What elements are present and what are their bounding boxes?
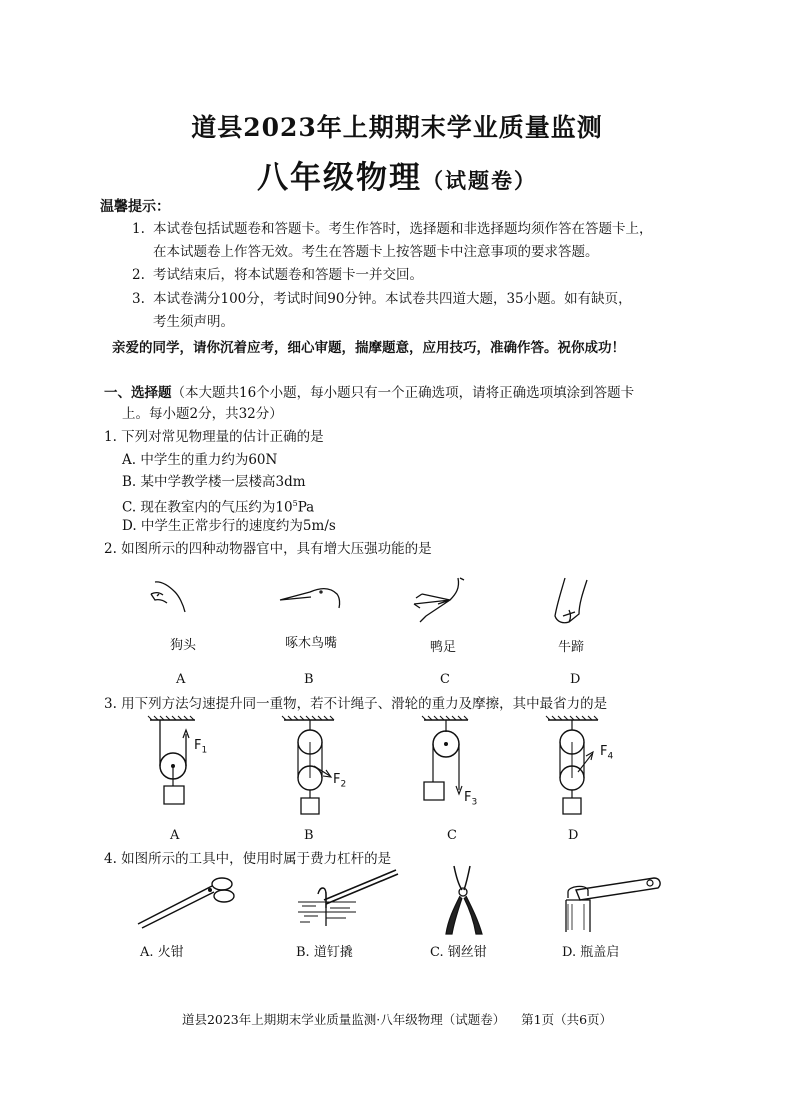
section-1-desc-1: （本大题共16个小题，每小题只有一个正确选项，请将正确选项填涂到答题卡 (171, 385, 635, 401)
notice-item-3-line-2: 考生须声明。 (153, 314, 234, 330)
notice-item-2-line-1: 考试结束后，将本试题卷和答题卡一并交回。 (153, 267, 423, 283)
encouragement-text: 亲爱的同学，请你沉着应考，细心审题，揣摩题意，应用技巧，准确作答。祝你成功！ (112, 340, 625, 356)
section-1-header (104, 382, 634, 404)
q2-caption-c: 鸭足 (430, 640, 457, 655)
fire-tongs-figure (134, 870, 244, 930)
wire-pliers-figure (440, 862, 492, 938)
section-1-desc-2: 上。每小题2分，共32分） (122, 406, 283, 422)
q1-option-c-unit: Pa (297, 499, 315, 516)
q3-letter-b: B (304, 828, 314, 843)
q3-letter-c: C (447, 828, 457, 843)
q2-caption-b: 啄木鸟嘴 (285, 636, 338, 651)
section-1-title: 一、选择题 (104, 385, 172, 401)
woodpecker-beak-figure (275, 580, 345, 614)
q2-letter-a: A (176, 672, 186, 687)
subject-name: 八年级物理 (257, 160, 422, 196)
q1-option-a: A. 中学生的重力约为60N (122, 452, 278, 468)
q2-letter-b: B (304, 672, 314, 687)
force-label-f1-sub: 1 (201, 745, 208, 756)
force-label-f2 (333, 772, 346, 790)
q1-option-c-text: C. 现在教室内的气压约为10 (122, 499, 293, 516)
force-label-f1 (194, 738, 207, 756)
q4-caption-c: C. 钢丝钳 (430, 945, 487, 960)
q1-option-c-exponent: 5 (292, 499, 298, 508)
notice-heading: 温馨提示： (100, 199, 170, 215)
page-footer: 道县2023年上期期末学业质量监测·八年级物理（试题卷） 第1页（共6页） (181, 1012, 613, 1027)
force-label-f3 (464, 790, 477, 808)
q2-stem: 2. 如图所示的四种动物器官中，具有增大压强功能的是 (104, 541, 432, 557)
q1-option-d: D. 中学生正常步行的速度约为5m/s (122, 518, 336, 534)
q2-letter-d: D (570, 672, 581, 687)
force-label-f3-sub: 3 (471, 797, 478, 808)
notice-item-2-num: 2. (132, 267, 145, 283)
q1-stem: 1. 下列对常见物理量的估计正确的是 (104, 429, 324, 445)
paper-type: （试题卷） (422, 168, 537, 193)
pulley-a-figure (150, 716, 230, 816)
notice-item-1-line-2: 在本试题卷上作答无效。考生在答题卡上按答题卡中注意事项的要求答题。 (153, 244, 599, 260)
force-label-f4-sub: 4 (607, 751, 614, 762)
q4-stem: 4. 如图所示的工具中，使用时属于费力杠杆的是 (104, 851, 392, 867)
force-label-f4 (600, 744, 613, 762)
exam-title: 道县2023年上期期末学业质量监测 (191, 113, 603, 142)
q2-letter-c: C (440, 672, 450, 687)
subject-title (0, 152, 794, 197)
q3-letter-a: A (170, 828, 180, 843)
ox-hoof-figure (549, 574, 595, 628)
q2-caption-d: 牛蹄 (558, 640, 585, 655)
q4-caption-d: D. 瓶盖启 (562, 945, 620, 960)
pulley-d-figure (548, 716, 628, 816)
force-label-f4-base: F (600, 744, 608, 759)
q3-stem: 3. 用下列方法匀速提升同一重物，若不计绳子、滑轮的重力及摩擦，其中最省力的是 (104, 696, 608, 712)
notice-item-1-line-1: 本试卷包括试题卷和答题卡。考生作答时，选择题和非选择题均须作答在答题卡上， (153, 221, 653, 237)
notice-item-3-num: 3. (132, 291, 145, 307)
notice-item-3-line-1: 本试卷满分100分，考试时间90分钟。本试卷共四道大题，35小题。如有缺页， (153, 291, 632, 307)
q4-caption-b: B. 道钉撬 (296, 945, 353, 960)
q2-caption-a: 狗头 (170, 638, 197, 653)
duck-foot-figure (408, 574, 470, 628)
pulley-b-figure (284, 716, 364, 816)
q4-caption-a: A. 火钳 (140, 945, 184, 960)
spike-crowbar-figure (296, 868, 406, 930)
bottle-opener-figure (562, 872, 666, 934)
force-label-f1-base: F (194, 738, 202, 753)
force-label-f3-base: F (464, 790, 472, 805)
force-label-f2-sub: 2 (340, 779, 347, 790)
notice-item-1-num: 1. (132, 221, 145, 237)
q3-letter-d: D (568, 828, 579, 843)
dog-head-figure (145, 578, 195, 618)
force-label-f2-base: F (333, 772, 341, 787)
q1-option-b: B. 某中学教学楼一层楼高3dm (122, 474, 306, 490)
